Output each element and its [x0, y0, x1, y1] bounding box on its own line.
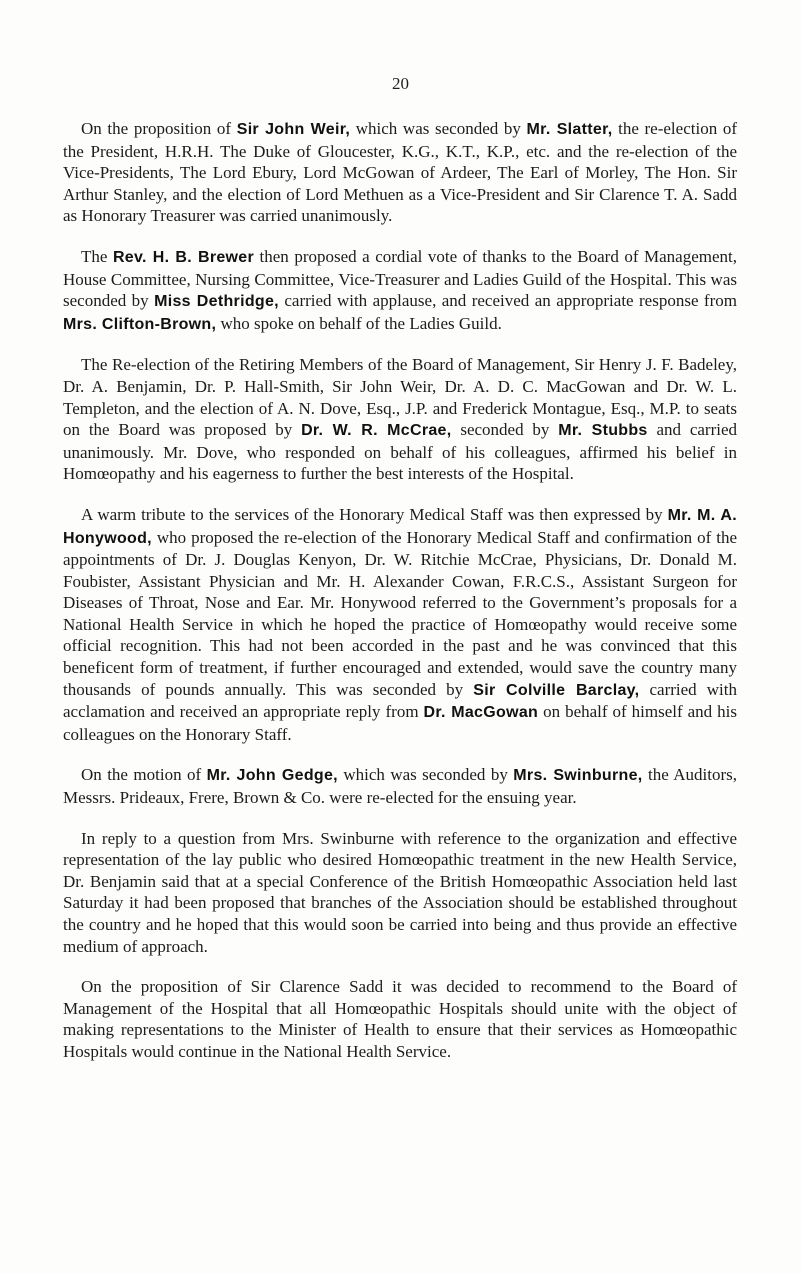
text-run: carried with acclamation and received an appropriate reply from: [63, 679, 737, 722]
paragraph-5: [63, 764, 737, 808]
paragraph-2: [63, 246, 737, 335]
text-run: on behalf of himself and his colleagues on the Honorary Staff.: [63, 702, 738, 744]
text-run: the re-election of the President, H.R.H. The Duke of Gloucester, K.G., K.T., K.P., etc. and the re-election of the Vice-Presidents, The Lord Ebury, Lord McGowan of Ardeer, The Earl of Morley, The Hon. Sir Arthur Stanley, and the election of Lord Methuen as a Vice-President and Sir Clarence T. A. Sadd as Honorary Treasurer was carried unanimously.: [63, 119, 737, 226]
person-name: Dr. W. R. McCrae,: [301, 422, 452, 440]
text-run: which was seconded by: [337, 765, 514, 785]
text-run: On the proposition of: [81, 119, 237, 138]
text-run: In reply to a question from Mrs. Swinburne with reference to the organization and effective representation of the lay public who desired Homœopathic treatment in the new Health Service, Dr. Benjamin said that at a special Conference of the British Homœopathic Association held last Saturday it had been proposed that branches of the Association should be established throughout the country and he hoped that this would soon be carried into being and thus provide an effective medium of approach.: [63, 828, 737, 956]
person-name: Mr. John Gedge,: [206, 767, 338, 785]
text-run: carried with applause, and received an appropriate response from: [278, 291, 737, 311]
text-run: The: [81, 246, 113, 266]
text-run: which was seconded by: [350, 119, 527, 138]
person-name: Mr. Slatter,: [526, 121, 613, 138]
text-run: who proposed the re-election of the Honorary Medical Staff and confirmation of the appointments of Dr. J. Douglas Kenyon, Dr. W. Ritchie McCrae, Physicians, Dr. Donald M. Foubister, Assistant Physician and Mr. H. Alexander Cowan, F.R.C.S., Assistant Surgeon for Diseases of Throat, Nose and Ear. Mr. Honywood referred to the Government’s proposals for a National Health Service in which he hoped the practice of Homœopathy would receive some official recognition. This had not been accorded in the past and he was convinced that this beneficent form of treatment, if further encouraged and extended, would save the country many thousands of pounds annually. This was seconded by: [63, 527, 737, 699]
paragraph-6: [63, 828, 737, 958]
person-name: Sir Colville Barclay,: [473, 681, 640, 699]
text-run: then proposed a cordial vote of thanks to the Board of Management, House Committee, Nursing Committee, Vice-Treasurer and Ladies Guild of the Hospital. This was seconded by: [63, 246, 738, 311]
paragraph-1: [63, 118, 737, 227]
person-name: Dr. MacGowan: [423, 704, 539, 722]
person-name: Sir John Weir,: [236, 121, 351, 138]
text-run: On the proposition of Sir Clarence Sadd it was decided to recommend to the Board of Management of the Hospital that all Homœopathic Hospitals should unite with the object of making representations to the Minister of Health to ensure that their services as Homœopathic Hospitals would continue in the National Health Service.: [63, 977, 737, 1061]
paragraph-7: [63, 976, 737, 1062]
person-name: Mr. M. A. Honywood,: [63, 506, 737, 547]
text-run: The Re-election of the Retiring Members of the Board of Management, Sir Henry J. F. Badeley, Dr. A. Benjamin, Dr. P. Hall-Smith, Sir John Weir, Dr. A. D. C. MacGowan and Dr. W. L. Templeton, and the election of A. N. Dove, Esq., J.P. and Frederick Montague, Esq., M.P. to seats on the Board was proposed by: [63, 355, 737, 440]
paragraph-4: [63, 504, 737, 746]
paragraph-3: [63, 354, 737, 485]
text-run: and carried unanimously. Mr. Dove, who responded on behalf of his colleagues, affirmed his belief in Homœopathy and his eagerness to further the best interests of the Hospital.: [63, 420, 738, 484]
text-run: the Auditors, Messrs. Prideaux, Frere, Brown & Co. were re-elected for the ensuing year.: [63, 765, 737, 808]
person-name: Mr. Stubbs: [558, 422, 648, 440]
person-name: Mrs. Clifton-Brown,: [63, 315, 217, 333]
person-name: Miss Dethridge,: [154, 293, 279, 311]
body-text: [63, 118, 737, 1082]
text-run: On the motion of: [81, 765, 207, 785]
person-name: Rev. H. B. Brewer: [112, 248, 255, 266]
page-number: 20: [392, 74, 409, 93]
text-run: A warm tribute to the services of the Honorary Medical Staff was then expressed by: [81, 504, 668, 524]
text-run: who spoke on behalf of the Ladies Guild.: [216, 313, 502, 333]
person-name: Mrs. Swinburne,: [513, 767, 643, 785]
text-run: seconded by: [451, 420, 559, 440]
